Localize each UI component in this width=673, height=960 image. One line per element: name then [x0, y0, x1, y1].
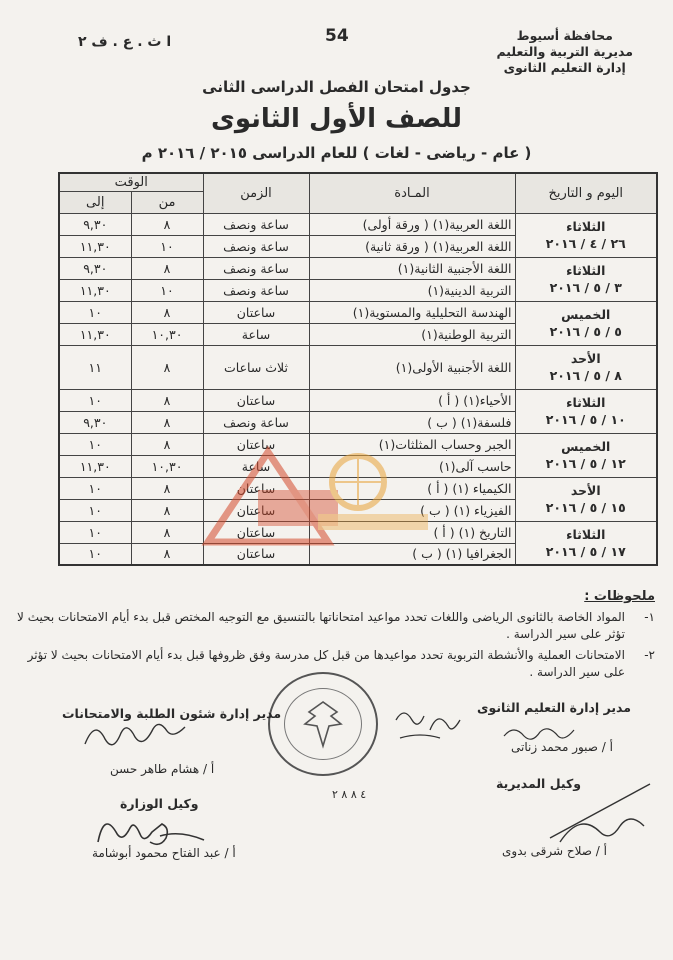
org-line-governorate: محافظة أسيوط [516, 28, 613, 43]
duration-cell: ثلاث ساعات [203, 345, 309, 389]
time-from-cell: ٨ [131, 499, 203, 521]
signature-name-secondary-director: أ / صبور محمد زناتى [511, 740, 613, 754]
day-date-cell [515, 213, 657, 257]
exam-day: الخميس [561, 439, 611, 454]
exam-day: الثلاثاء [566, 395, 606, 410]
header-time: الوقت [59, 173, 203, 191]
time-to-cell: ١٠ [59, 521, 131, 543]
day-date-cell [515, 301, 657, 345]
page-number: 54 [325, 26, 349, 46]
time-to-cell: ٩,٣٠ [59, 257, 131, 279]
signature-title-ministry-deputy: وكيل الوزارة [120, 796, 199, 811]
time-to-cell: ١٠ [59, 543, 131, 565]
day-date-cell [515, 477, 657, 521]
subject-cell: التاريخ (١) ( أ ) [309, 521, 515, 543]
duration-cell: ساعة ونصف [203, 235, 309, 257]
signature-name-student-affairs: أ / هشام طاهر حسن [110, 762, 215, 776]
exam-date: ٢٦ / ٤ / ٢٠١٦ [545, 236, 626, 251]
time-to-cell: ١١,٣٠ [59, 235, 131, 257]
day-date-cell [515, 433, 657, 477]
note-number: ٢- [644, 648, 655, 662]
notes-title: ملحوظات : [584, 589, 655, 604]
time-from-cell: ٨ [131, 411, 203, 433]
time-to-cell: ١٠ [59, 301, 131, 323]
note-text: الامتحانات العملية والأنشطة التربوية تحدد مواعيدها من قبل كل مدرسة وفق ظروفها قبل بدء أيام الامتحانات بحيث لا تؤثر على سير الدراسة . [27, 648, 625, 679]
duration-cell: ساعتان [203, 521, 309, 543]
title-exam-schedule: جدول امتحان الفصل الدراسى الثانى [202, 78, 471, 96]
table-row [59, 389, 657, 411]
subject-cell: الجبر وحساب المثلثات(١) [309, 433, 515, 455]
subject-cell: حاسب آلى(١) [309, 455, 515, 477]
time-to-cell: ١٠ [59, 499, 131, 521]
header-duration: الزمن [203, 173, 309, 213]
table-row [59, 213, 657, 235]
handwritten-signature [80, 714, 190, 754]
exam-date: ١٥ / ٥ / ٢٠١٦ [545, 500, 626, 515]
time-from-cell: ٨ [131, 301, 203, 323]
official-seal [268, 672, 378, 776]
exam-day: الثلاثاء [566, 219, 606, 234]
subject-cell: التربية الوطنية(١) [309, 323, 515, 345]
org-line-administration: إدارة التعليم الثانوى [503, 60, 626, 75]
time-to-cell: ١٠ [59, 433, 131, 455]
subject-cell: اللغة الأجنبية الأولى(١) [309, 345, 515, 389]
signature-title-student-affairs: مدير إدارة شئون الطلبة والامتحانات [62, 706, 282, 721]
time-to-cell: ١١,٣٠ [59, 455, 131, 477]
eagle-emblem-icon [270, 674, 376, 774]
subject-cell: الجغرافيا (١) ( ب ) [309, 543, 515, 565]
time-from-cell: ٨ [131, 477, 203, 499]
signature-title-secondary-director: مدير إدارة التعليم الثانوى [477, 700, 631, 715]
watermark-logo [198, 432, 438, 552]
header-subject: المـادة [309, 173, 515, 213]
exam-day: الأحد [570, 483, 601, 498]
duration-cell: ساعة ونصف [203, 213, 309, 235]
time-to-cell: ١١ [59, 345, 131, 389]
handwritten-signature [540, 778, 660, 848]
duration-cell: ساعتان [203, 543, 309, 565]
time-from-cell: ٨ [131, 257, 203, 279]
organization-header [496, 28, 633, 76]
time-from-cell: ١٠ [131, 235, 203, 257]
table-row [59, 345, 657, 389]
signature-title-directorate-deputy: وكيل المديرية [496, 776, 581, 791]
table-row [59, 301, 657, 323]
subject-cell: التربية الدينية(١) [309, 279, 515, 301]
table-row [59, 257, 657, 279]
header-to: إلى [59, 191, 131, 213]
subject-cell: اللغة الأجنبية الثانية(١) [309, 257, 515, 279]
duration-cell: ساعتان [203, 477, 309, 499]
exam-day: الخميس [561, 307, 611, 322]
exam-date: ١٢ / ٥ / ٢٠١٦ [545, 456, 626, 471]
org-line-directorate: مديرية التربية والتعليم [496, 44, 633, 59]
title-academic-year: ( عام - رياضى - لغات ) للعام الدراسى ٢٠١٥ / ٢٠١٦ م [141, 144, 532, 162]
signature-name-ministry-deputy: أ / عبد الفتاح محمود أبوشامة [92, 846, 236, 860]
exam-date: ٥ / ٥ / ٢٠١٦ [549, 324, 622, 339]
subject-cell: اللغة العربية(١) ( ورقة أولى) [309, 213, 515, 235]
duration-cell: ساعة [203, 323, 309, 345]
duration-cell: ساعة ونصف [203, 257, 309, 279]
notes-section [15, 588, 655, 681]
exam-date: ١٠ / ٥ / ٢٠١٦ [545, 412, 626, 427]
time-from-cell: ١٠,٣٠ [131, 323, 203, 345]
time-to-cell: ٩,٣٠ [59, 213, 131, 235]
exam-day: الثلاثاء [566, 263, 606, 278]
subject-cell: الكيمياء (١) ( أ ) [309, 477, 515, 499]
title-grade: للصف الأول الثانوى [211, 104, 462, 134]
time-to-cell: ١٠ [59, 389, 131, 411]
duration-cell: ساعتان [203, 499, 309, 521]
signature-name-directorate-deputy: أ / صلاح شرقى بدوى [502, 844, 607, 858]
exam-date: ١٧ / ٥ / ٢٠١٦ [545, 543, 626, 559]
time-from-cell: ٨ [131, 433, 203, 455]
handwritten-signature [500, 718, 580, 748]
document-reference: ا ث . ع . ف ٢ [78, 34, 172, 50]
header-from: من [131, 191, 203, 213]
note-text: المواد الخاصة بالثانوى الرياضى واللغات تحدد مواعيد امتحاناتها بالتنسيق مع التوجيه المختص قبل بدء أيام الامتحانات بحيث لا تؤثر على سير الدراسة . [17, 610, 625, 641]
document-code: ٤ ٨ ٨ ٢ [332, 788, 367, 801]
duration-cell: ساعتان [203, 389, 309, 411]
time-from-cell: ٨ [131, 345, 203, 389]
duration-cell: ساعتان [203, 433, 309, 455]
day-date-cell [515, 389, 657, 433]
time-from-cell: ٨ [131, 543, 203, 565]
time-from-cell: ٨ [131, 521, 203, 543]
duration-cell: ساعة [203, 455, 309, 477]
note-item [15, 609, 655, 643]
subject-cell: الفيزياء (١) ( ب ) [309, 499, 515, 521]
day-date-cell [515, 521, 657, 565]
exam-date: ٨ / ٥ / ٢٠١٦ [549, 368, 622, 383]
subject-cell: اللغة العربية(١) ( ورقة ثانية) [309, 235, 515, 257]
duration-cell: ساعة ونصف [203, 279, 309, 301]
subject-cell: فلسفة(١) ( ب ) [309, 411, 515, 433]
exam-day: الأحد [570, 351, 601, 366]
handwritten-signature [390, 700, 470, 744]
duration-cell: ساعتان [203, 301, 309, 323]
time-to-cell: ١١,٣٠ [59, 279, 131, 301]
time-from-cell: ١٠ [131, 279, 203, 301]
duration-cell: ساعة ونصف [203, 411, 309, 433]
subject-cell: الأحياء(١) ( أ ) [309, 389, 515, 411]
time-from-cell: ٨ [131, 389, 203, 411]
note-number: ١- [644, 610, 655, 624]
time-to-cell: ٩,٣٠ [59, 411, 131, 433]
handwritten-signature [90, 806, 210, 852]
subject-cell: الهندسة التحليلية والمستوية(١) [309, 301, 515, 323]
header-day-date: اليوم و التاريخ [515, 173, 657, 213]
day-date-cell [515, 345, 657, 389]
time-from-cell: ٨ [131, 213, 203, 235]
exam-date: ٣ / ٥ / ٢٠١٦ [549, 280, 622, 295]
time-to-cell: ١٠ [59, 477, 131, 499]
day-date-cell [515, 257, 657, 301]
exam-day: الثلاثاء [566, 526, 606, 542]
time-to-cell: ١١,٣٠ [59, 323, 131, 345]
time-from-cell: ١٠,٣٠ [131, 455, 203, 477]
